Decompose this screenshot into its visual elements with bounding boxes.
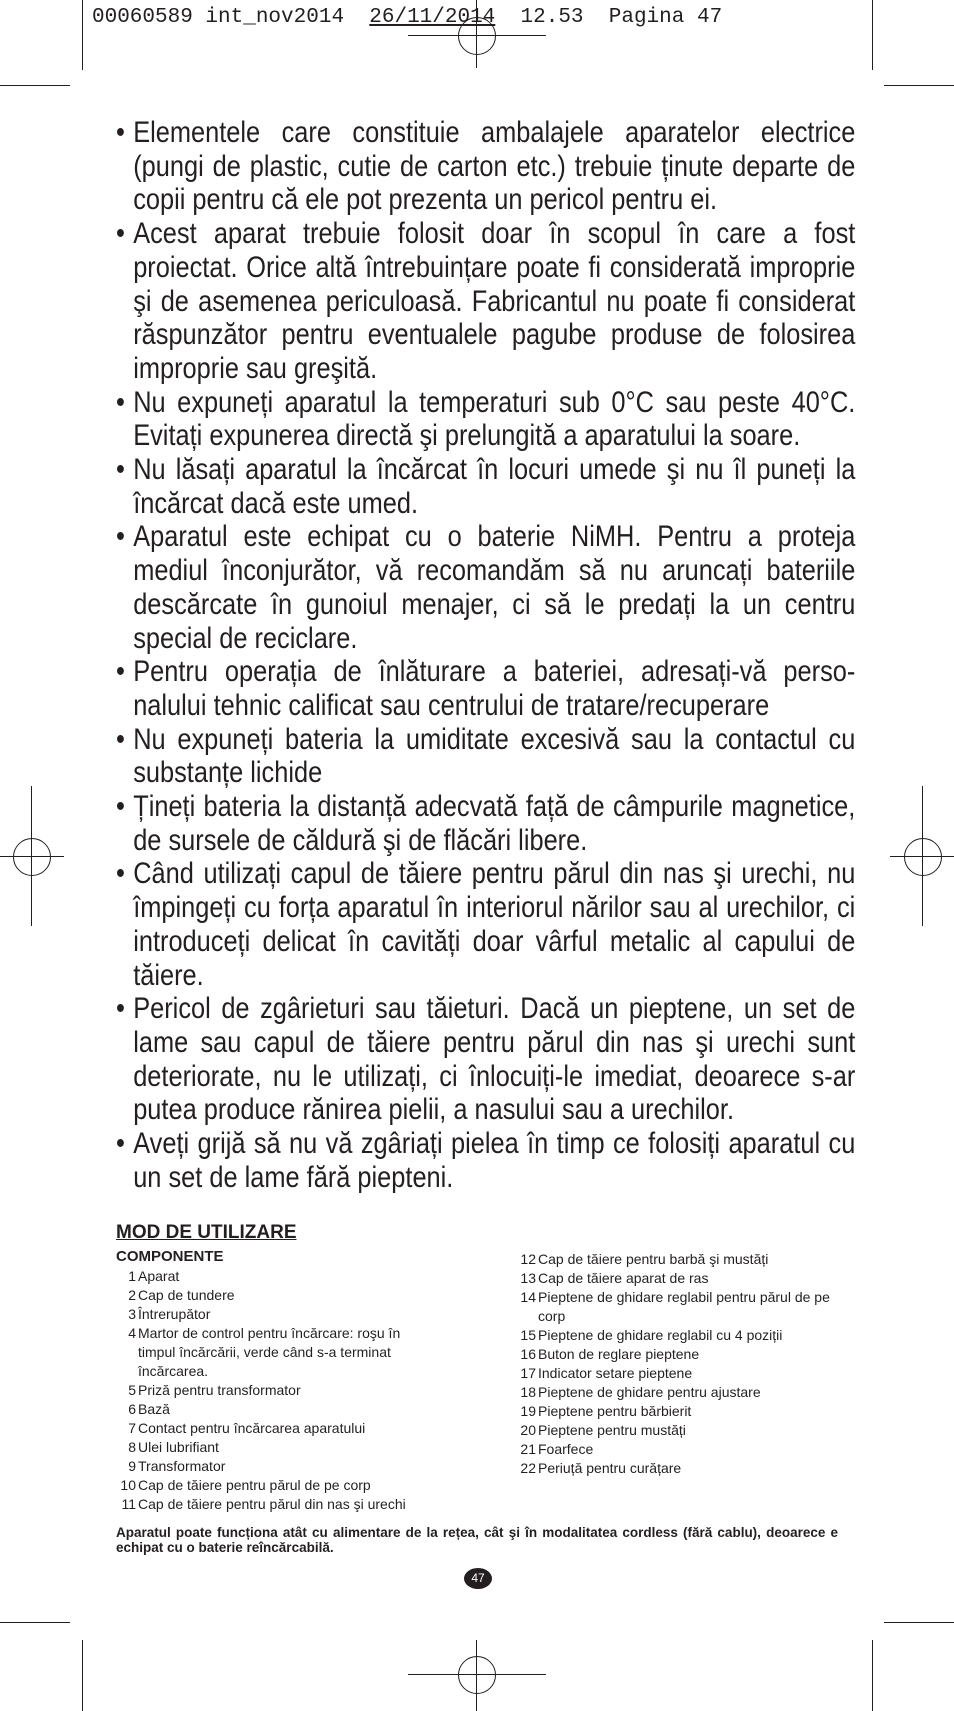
- component-label: Pieptene pentru bărbierit: [538, 1403, 692, 1419]
- component-item: [516, 1440, 846, 1459]
- component-item: [516, 1383, 846, 1402]
- component-label: Cap de tăiere pentru părul de pe corp: [138, 1477, 371, 1493]
- component-label: Întrerupător: [138, 1306, 211, 1322]
- component-label: Cap de tundere: [138, 1287, 235, 1303]
- component-item: [516, 1345, 846, 1364]
- crop-mark-bottom-left-h: [0, 1622, 70, 1623]
- component-item: [516, 1459, 846, 1478]
- crop-mark-top-left-h: [0, 85, 70, 86]
- component-number: 3: [128, 1306, 136, 1322]
- component-label: Martor de control pentru încărcare: roşu în timpul încărcării, verde când s-a terminat încărcarea.: [138, 1325, 401, 1379]
- component-number: 21: [520, 1441, 536, 1457]
- component-item: [516, 1421, 846, 1440]
- crop-mark-bottom-right-v: [872, 1640, 873, 1711]
- component-label: Pieptene pentru mustăți: [538, 1422, 686, 1438]
- safety-bullet: • Elementele care constituie ambalajele aparatelor electrice (pungi de plastic, cutie de carton etc.) trebuie ținute departe de copii pentru că ele pot prezenta un pericol pentru ei.: [116, 116, 855, 217]
- crop-mark-top-right-h: [884, 85, 954, 86]
- component-label: Periuță pentru curățare: [538, 1460, 682, 1476]
- crop-mark-top-right-v: [872, 0, 873, 70]
- registration-mark-left-circle: [13, 838, 51, 876]
- component-label: Transformator: [138, 1458, 226, 1474]
- page-number-badge: 47: [464, 1568, 492, 1589]
- component-number: 11: [121, 1496, 136, 1512]
- component-item: [116, 1381, 436, 1400]
- slug-time: 12.53: [520, 6, 584, 29]
- component-item: [516, 1364, 846, 1383]
- safety-bullet: • Aparatul este echipat cu o baterie NiMH. Pentru a proteja mediul înconjurător, vă recomandăm să nu aruncați bateriile descărcate în gunoiul menajer, ci să le predați la un centru special de reciclare.: [116, 520, 855, 655]
- safety-instructions-list: [116, 116, 856, 1195]
- component-number: 5: [128, 1382, 136, 1398]
- component-label: Aparat: [138, 1268, 180, 1284]
- safety-bullet: • Țineți bateria la distanță adecvată față de câmpurile magnetice, de sursele de căldură şi de flăcări libere.: [116, 790, 855, 857]
- slug-date: 26/11/2014: [369, 6, 496, 29]
- component-number: 12: [520, 1251, 536, 1267]
- component-number: 15: [520, 1327, 536, 1343]
- component-label: Cap de tăiere pentru barbă şi mustăți: [538, 1251, 769, 1267]
- component-label: Cap de tăiere aparat de ras: [538, 1270, 709, 1286]
- component-label: Pieptene de ghidare reglabil pentru părul de pe corp: [538, 1289, 830, 1324]
- component-item: [516, 1326, 846, 1345]
- safety-bullet: • Nu expuneți bateria la umiditate excesivă sau la contactul cu substanțe lichide: [116, 723, 855, 790]
- component-number: 17: [520, 1365, 536, 1381]
- safety-bullet: • Când utilizați capul de tăiere pentru părul din nas şi urechi, nu împingeți cu forța aparatul în interiorul nărilor sau al urechilor, ci introduceți delicat în cavități doar vârful metalic al capului de tăiere.: [116, 857, 855, 992]
- component-item: [116, 1476, 436, 1495]
- safety-bullet: • Pericol de zgârieturi sau tăieturi. Dacă un pieptene, un set de lame sau capul de tăiere pentru părul din nas şi urechi sunt deteriorate, nu le utilizați, ci înlocuiți-le imediat, deoarece s-ar putea produce rănirea pielii, a nasului sau a urechilor.: [116, 992, 855, 1127]
- print-slug-header: [92, 6, 722, 29]
- component-number: 6: [128, 1401, 136, 1417]
- component-label: Indicator setare pieptene: [538, 1365, 693, 1381]
- component-item: [116, 1267, 436, 1286]
- safety-bullet: • Aveți grijă să nu vă zgâriați pielea în timp ce folosiți aparatul cu un set de lame fără piepteni.: [116, 1127, 855, 1194]
- component-item: [516, 1269, 846, 1288]
- component-item: [516, 1402, 846, 1421]
- component-item: [116, 1400, 436, 1419]
- component-item: [516, 1250, 846, 1269]
- component-number: 8: [128, 1439, 136, 1455]
- component-item: [516, 1288, 846, 1326]
- component-label: Foarfece: [538, 1441, 594, 1457]
- component-label: Buton de reglare pieptene: [538, 1346, 700, 1362]
- component-number: 13: [520, 1270, 536, 1286]
- component-item: [116, 1457, 436, 1476]
- component-number: 4: [128, 1325, 136, 1341]
- component-number: 19: [520, 1403, 536, 1419]
- crop-mark-bottom-left-v: [82, 1640, 83, 1711]
- component-label: Priză pentru transformator: [138, 1382, 301, 1398]
- usage-section: [116, 1222, 846, 1514]
- component-number: 22: [520, 1460, 536, 1476]
- registration-mark-bottom-circle: [458, 1656, 496, 1694]
- components-title: COMPONENTE: [116, 1248, 224, 1265]
- safety-bullet: • Acest aparat trebuie folosit doar în scopul în care a fost proiectat. Orice altă întrebuințare poate fi considerată improprie şi de asemenea periculoasă. Fabricantul nu poate fi considerat răspunzător pentru eventualele pagube produse de folosirea improprie sau greşită.: [116, 217, 855, 386]
- components-left-column: [116, 1267, 436, 1514]
- component-label: Contact pentru încărcarea aparatului: [138, 1420, 366, 1436]
- crop-mark-top-left-v: [82, 0, 83, 70]
- component-number: 14: [520, 1289, 536, 1305]
- component-number: 20: [520, 1422, 536, 1438]
- safety-bullet: • Nu lăsați aparatul la încărcat în locuri umede şi nu îl puneți la încărcat dacă este umed.: [116, 453, 855, 520]
- component-item: [116, 1286, 436, 1305]
- component-number: 1: [128, 1268, 136, 1284]
- component-item: [116, 1495, 436, 1514]
- component-label: Cap de tăiere pentru părul din nas şi urechi: [138, 1496, 406, 1512]
- slug-file: 00060589 int_nov2014: [92, 6, 345, 29]
- safety-bullet: • Pentru operația de înlăturare a bateriei, adresați-vă perso-nalului tehnic calificat sau centrului de tratare/recuperare: [116, 655, 855, 722]
- usage-title: MOD DE UTILIZARE: [116, 1222, 297, 1243]
- component-number: 2: [128, 1287, 136, 1303]
- component-label: Bază: [138, 1401, 170, 1417]
- crop-mark-bottom-right-h: [884, 1622, 954, 1623]
- slug-page: Pagina 47: [608, 6, 723, 29]
- component-number: 16: [520, 1346, 536, 1362]
- component-item: [116, 1305, 436, 1324]
- component-item: [116, 1419, 436, 1438]
- component-label: Ulei lubrifiant: [138, 1439, 219, 1455]
- power-note: Aparatul poate funcționa atât cu alimentare de la rețea, cât şi în modalitatea cordless (fără cablu), deoarece e echipat cu o baterie reîncărcabilă.: [116, 1525, 838, 1555]
- component-number: 18: [520, 1384, 536, 1400]
- component-item: [116, 1324, 436, 1381]
- registration-mark-right-circle: [904, 838, 942, 876]
- safety-bullet: • Nu expuneți aparatul la temperaturi sub 0°C sau peste 40°C. Evitați expunerea directă şi prelungită a aparatului la soare.: [116, 386, 855, 453]
- component-number: 9: [128, 1458, 136, 1474]
- component-number: 7: [128, 1420, 136, 1436]
- component-label: Pieptene de ghidare reglabil cu 4 poziții: [538, 1327, 783, 1343]
- components-right-column: [516, 1250, 846, 1514]
- component-label: Pieptene de ghidare pentru ajustare: [538, 1384, 761, 1400]
- component-item: [116, 1438, 436, 1457]
- component-number: 10: [120, 1477, 136, 1493]
